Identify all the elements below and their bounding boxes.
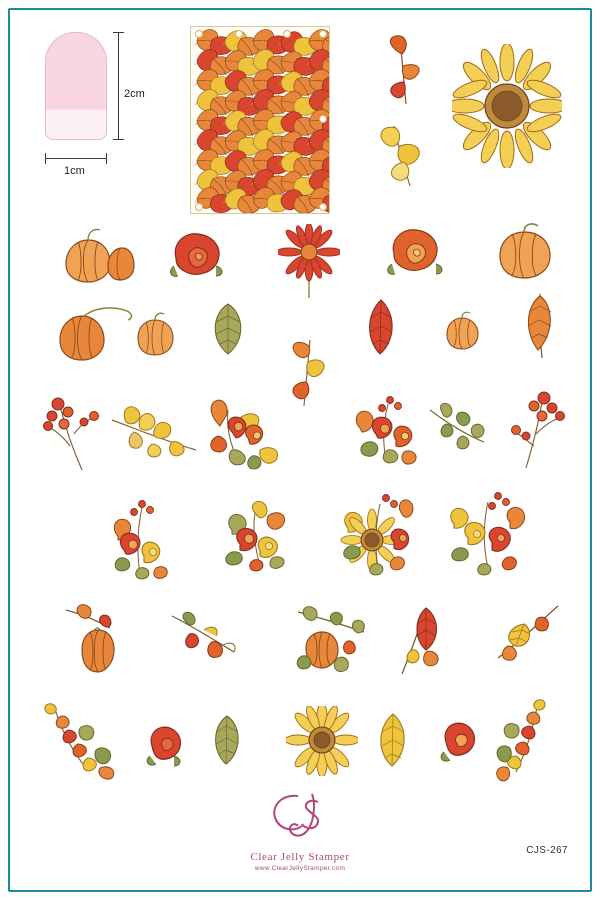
tile-corner-dot (319, 203, 327, 211)
red-berry-branch (506, 386, 568, 472)
full-pattern-tile (190, 26, 330, 214)
horizontal-scale-ruler (45, 158, 107, 159)
red-gerbera-daisy (278, 224, 340, 300)
hanging-pumpkin-branch (60, 598, 140, 680)
small-pumpkin (130, 310, 182, 360)
cjs-monogram-icon (260, 788, 340, 844)
orange-feather-leaf (514, 288, 566, 362)
rosehip-pair-branch (168, 608, 242, 670)
brand-logo (0, 788, 600, 872)
orange-pumpkin (490, 220, 562, 282)
red-rose-bud (140, 718, 198, 772)
green-leaf (202, 298, 254, 360)
sunflower-bloom (452, 44, 562, 168)
tile-corner-dot (283, 30, 291, 38)
red-rose-small (434, 716, 492, 768)
corner-floral-spray-left (38, 696, 130, 786)
vertical-scale-label: 2cm (124, 88, 145, 100)
mini-pumpkin (440, 310, 486, 354)
red-rose-bloom (166, 226, 228, 284)
sunflower-bouquet (328, 488, 424, 580)
tile-corner-dot (319, 30, 327, 38)
tile-corner-dot (195, 203, 203, 211)
pumpkin-vine-cluster (284, 602, 376, 684)
tile-corner-dot (235, 30, 243, 38)
corner-floral-spray-right (494, 694, 568, 786)
rosehip-berry-branch (40, 390, 104, 474)
olive-leaf (202, 710, 252, 770)
sunflower-single (286, 706, 358, 776)
autumn-leaf-repeat-pattern (191, 27, 329, 213)
yellow-leaf-single (366, 708, 420, 772)
autumn-rose-cluster (210, 496, 304, 576)
double-pumpkin (50, 224, 136, 286)
orange-rose-bloom (382, 222, 448, 282)
rose-berry-arrangement (436, 486, 538, 580)
vertical-scale-ruler (118, 32, 119, 140)
nail-swatch (45, 32, 107, 140)
autumn-leaf-sprig (376, 32, 438, 112)
long-leaf-branch (488, 602, 568, 674)
red-pointed-leaf (356, 296, 406, 358)
horizontal-scale-label: 1cm (64, 165, 85, 177)
curly-stem-pumpkin (48, 300, 138, 366)
tile-corner-dot (319, 115, 327, 123)
brand-name: Clear Jelly Stamper (250, 851, 350, 863)
yellow-leaf-branch (108, 398, 202, 468)
yellow-leaf-pair (370, 112, 440, 192)
red-leaf-branch (390, 596, 458, 680)
berry-rose-bouquet (344, 390, 428, 472)
rose-bouquet-small (98, 492, 186, 586)
rose-and-leaf-cluster (198, 392, 294, 476)
plate-code: CJS-267 (526, 845, 568, 856)
green-leaf-sprig (426, 400, 488, 458)
tile-corner-dot (195, 30, 203, 38)
brand-url: www.ClearJellyStamper.com (254, 865, 346, 872)
